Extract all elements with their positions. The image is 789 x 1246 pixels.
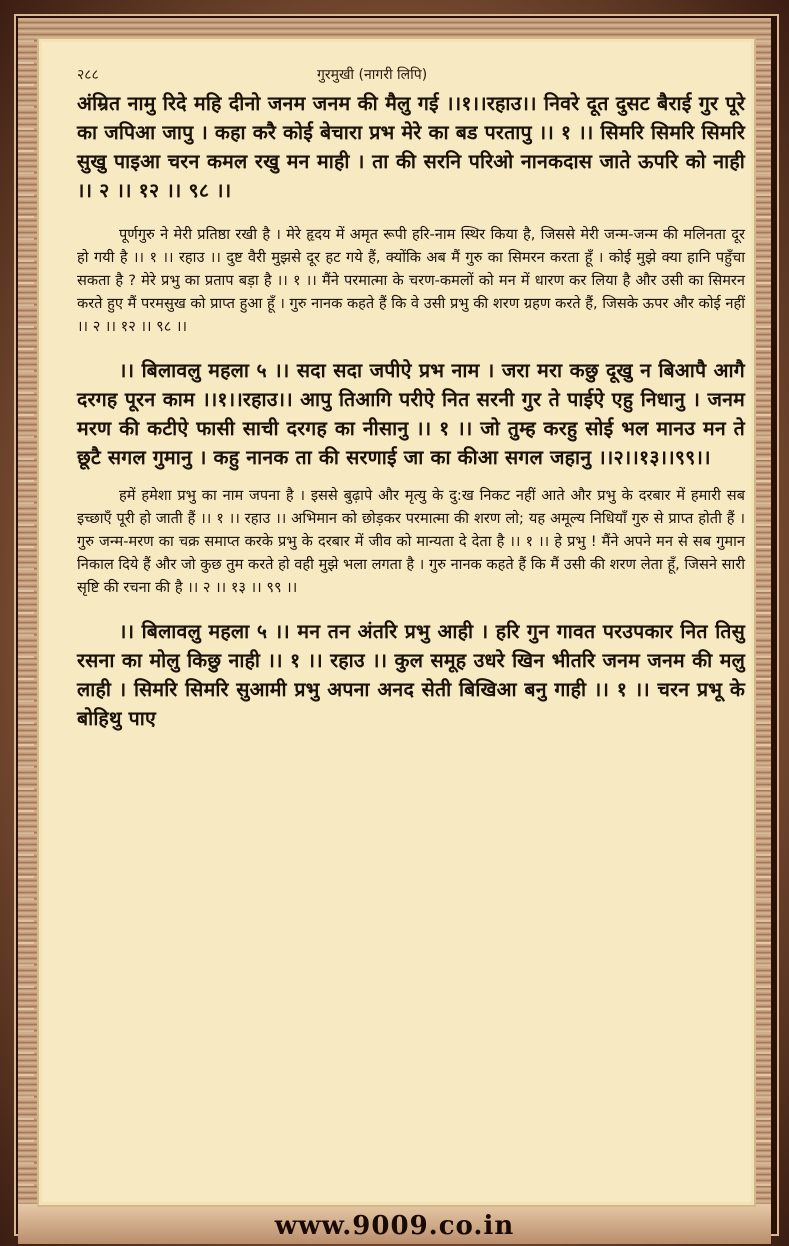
page	[37, 37, 756, 1207]
translation-2: हमें हमेशा प्रभु का नाम जपना है । इससे बुढ़ापे और मृत्यु के दु:ख निकट नहीं आते और प्रभु के दरबार में हमारी सब इच्छाएँ पूरी हो जाती हैं ।। १ ।। रहाउ ।। अभिमान को छोड़कर परमात्मा की शरण लो; यह अमूल्य निधियाँ गुरु से प्राप्त होती हैं । गुरु जन्म-मरण का चक्र समाप्त करके प्रभु के दरबार में जीव को मान्यता दे देता है ।। १ ।। हे प्रभु ! मैंने अपने मन से सब गुमान निकाल दिये हैं और जो कुछ तुम करते हो वही मुझे भला लगता है । गुरु नानक कहते हैं कि मैं उसी की शरण लेता हूँ, जिसने सारी सृष्टि की रचना की है ।। २ ।। १३ ।। ९९ ।।	[77, 487, 745, 596]
gurmukhi-verse-2: ।। बिलावलु महला ५ ।। सदा सदा जपीऐ प्रभ नाम । जरा मरा कछु दूखु न बिआपै आगै दरगह पूरन काम ।।१।।रहाउ।। आपु तिआगि परीऐ नित सरनी गुर ते पाईऐ एहु निधानु । जनम मरण की कटीऐ फासी साची दरगह का नीसानु ।। १ ।। जो तुम्ह करहु सोई भल मानउ मन ते छूटै सगल गुमानु । कहु नानक ता की सरणाई जा का कीआ सगल जहानु ।।२।।१३।।९९।।	[77, 359, 745, 469]
translation-1: पूर्णगुरु ने मेरी प्रतिष्ठा रखी है । मेरे हृदय में अमृत रूपी हरि-नाम स्थिर किया है, जिससे मेरी जन्म-जन्म की मलिनता दूर हो गयी है ।। १ ।। रहाउ ।। दुष्ट वैरी मुझसे दूर हट गये हैं, क्योंकि अब मैं गुरु का सिमरन करता हूँ । कोई मुझे क्या हानि पहुँचा सकता है ? मेरे प्रभु का प्रताप बड़ा है ।। १ ।। मैंने परमात्मा के चरण-कमलों को मन में धारण कर लिया है और उसी का सिमरन करते हुए मैं परमसुख को प्राप्त हुआ हूँ । गुरु नानक कहते हैं कि वे उसी प्रभु की शरण ग्रहण करते हैं, जिसके ऊपर और कोई नहीं ।। २ ।। १२ ।। ९८ ।।	[77, 226, 745, 335]
left-ornament	[18, 40, 34, 1200]
gurmukhi-verse-1: अंम्रित नामु रिदे महि दीनो जनम जनम की मैलु गई ।।१।।रहाउ।। निवरे दूत दुसट बैराई गुर पूरे का जपिआ जापु । कहा करै कोई बेचारा प्रभ मेरे का बड परतापु ।। १ ।। सिमरि सिमरि सिमरि सुखु पाइआ चरन कमल रखु मन माही । ता की सरनि परिओ नानकदास जाते ऊपरि को नाही ।। २ ।। १२ ।। ९८ ।।	[77, 92, 745, 202]
page-number: २८८	[77, 67, 99, 83]
page-header	[77, 59, 745, 85]
page-content	[77, 59, 745, 733]
website-url: www.9009.co.in	[274, 1211, 515, 1241]
page-title: गुरमुखी (नागरी लिपि)	[317, 67, 428, 83]
right-ornament	[755, 40, 771, 1200]
gurmukhi-verse-3: ।। बिलावलु महला ५ ।। मन तन अंतरि प्रभु आही । हरि गुन गावत परउपकार नित तिसु रसना का मोलु किछु नाही ।। १ ।। रहाउ ।। कुल समूह उधरे खिन भीतरि जनम जनम की मलु लाही । सिमरि सिमरि सुआमी प्रभु अपना अनद सेती बिखिआ बनु गाही ।। १ ।। चरन प्रभू के बोहिथु पाए	[77, 620, 745, 730]
